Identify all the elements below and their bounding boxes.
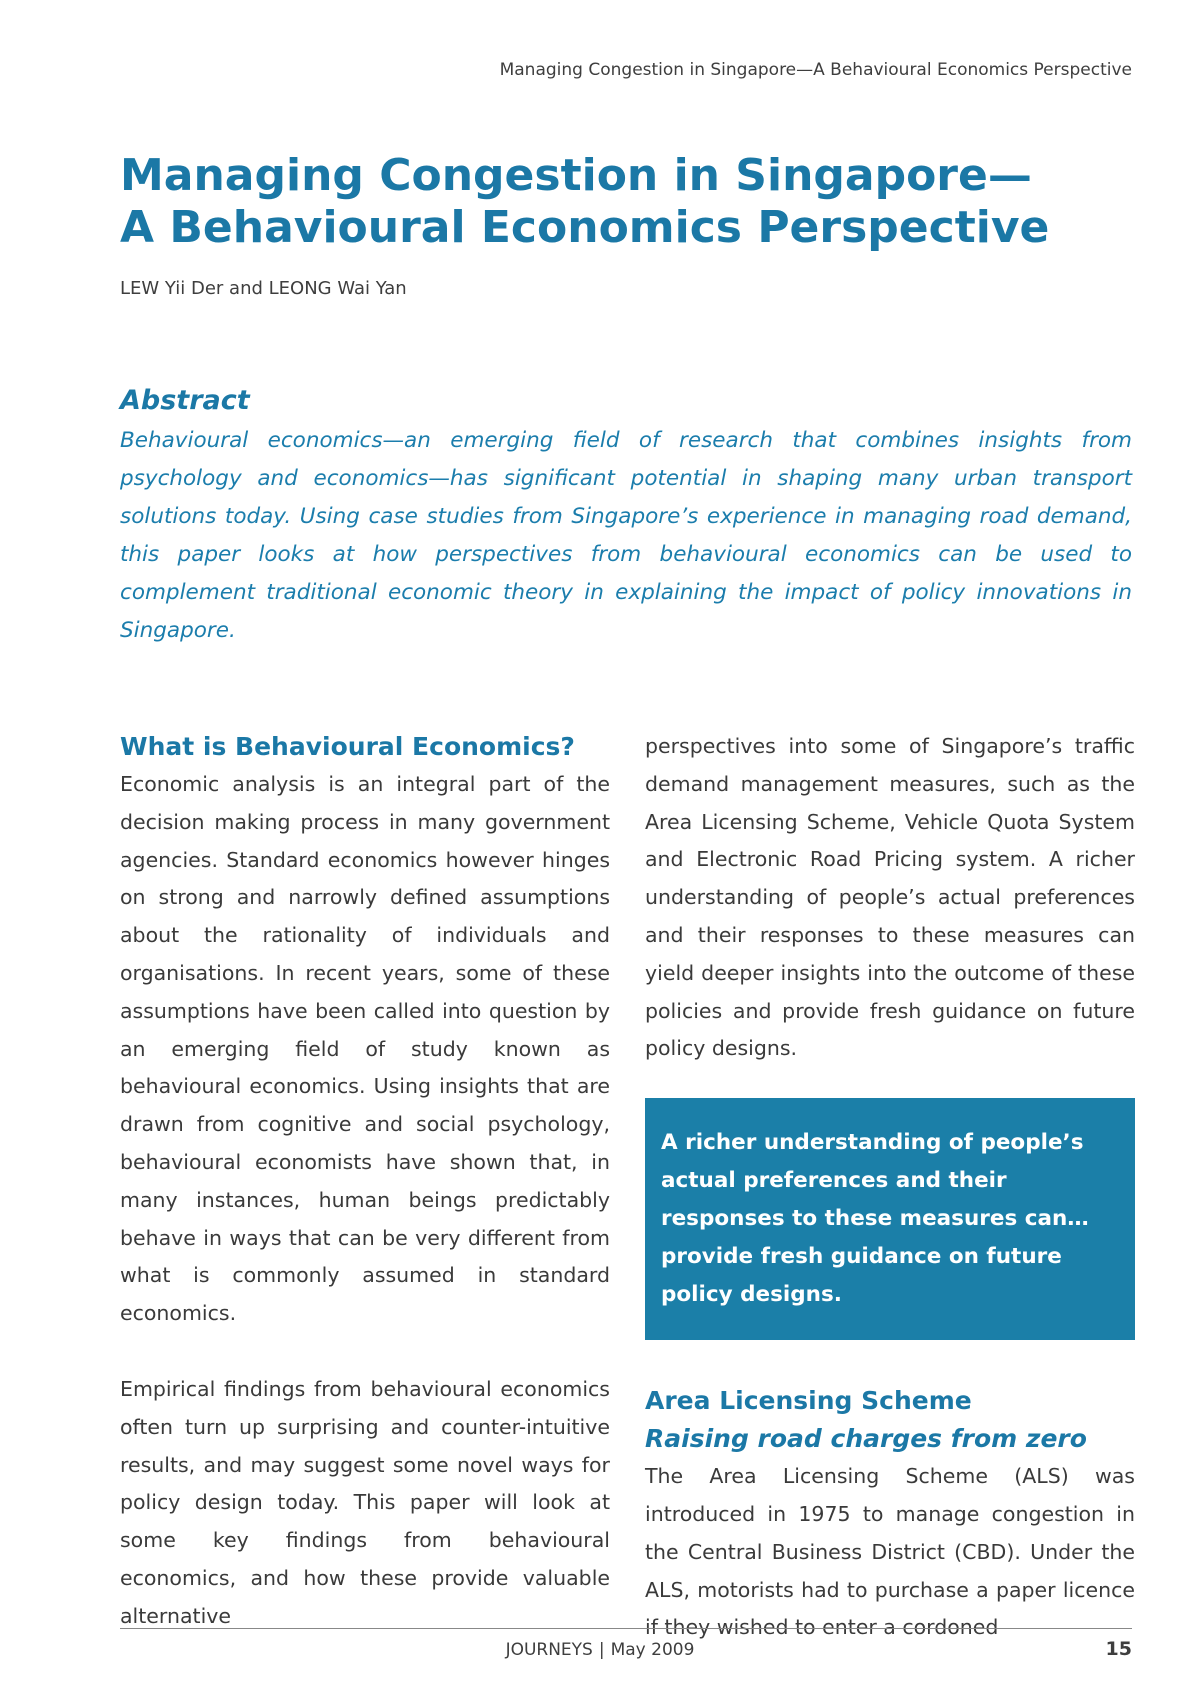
abstract-heading: Abstract (120, 385, 250, 416)
body-paragraph-continued: perspectives into some of Singapore’s traffic demand management measures, such as the Area Licensing Scheme, Vehicle Quota System and Electronic Road Pricing system. A richer understanding of people’s actual preferences and their responses to these measures can yield deeper insights into the outcome of these policies and provide fresh guidance on future policy designs. (645, 734, 1135, 1061)
footer-date: May 2009 (610, 1640, 695, 1660)
footer-separator: | (598, 1640, 605, 1660)
title-line-1: Managing Congestion in Singapore— (120, 150, 1032, 201)
right-column (645, 728, 1135, 1647)
page-number: 15 (1105, 1638, 1132, 1660)
authors: LEW Yii Der and LEONG Wai Yan (120, 278, 407, 299)
article-title (120, 150, 1080, 254)
pull-quote: A richer understanding of people’s actual preferences and their responses to these measures can… provide fresh guidance on future policy designs. (645, 1098, 1135, 1340)
title-line-2: A Behavioural Economics Perspective (120, 202, 1050, 253)
section-heading-behavioural-economics: What is Behavioural Economics? (120, 732, 575, 761)
section-heading-area-licensing: Area Licensing Scheme (645, 1386, 972, 1416)
footer-divider (120, 1628, 1132, 1629)
left-column (120, 728, 610, 1636)
body-paragraph: Empirical findings from behavioural economics often turn up surprising and counter-intuitive results, and may suggest some novel ways for policy design today. This paper will look at some key findings from behavioural economics, and how these provide valuable alternative (120, 1376, 610, 1628)
footer-publication-info (0, 1640, 1200, 1660)
running-header: Managing Congestion in Singapore—A Behavioural Economics Perspective (499, 60, 1132, 80)
footer-publication: JOURNEYS (505, 1640, 593, 1660)
body-paragraph: Economic analysis is an integral part of the decision making process in many government agencies. Standard economics however hinges on strong and narrowly defined assumptions about the rationality of individuals and organisations. In recent years, some of these assumptions have been called into question by an emerging field of study known as behavioural economics. Using insights that are drawn from cognitive and social psychology, behavioural economists have shown that, in many instances, human beings predictably behave in ways that can be very different from what is commonly assumed in standard economics. (120, 772, 610, 1326)
section-subheading-raising-charges: Raising road charges from zero (645, 1424, 1087, 1454)
body-paragraph: The Area Licensing Scheme (ALS) was introduced in 1975 to manage congestion in the Central Business District (CBD). Under the ALS, motorists had to purchase a paper licence if they wished to enter a cordoned (645, 1464, 1135, 1640)
abstract-text: Behavioural economics—an emerging field of research that combines insights from psychology and economics—has significant potential in shaping many urban transport solutions today. Using case studies from Singapore’s experience in managing road demand, this paper looks at how perspectives from behavioural economics can be used to complement traditional economic theory in explaining the impact of policy innovations in Singapore. (120, 428, 1132, 643)
